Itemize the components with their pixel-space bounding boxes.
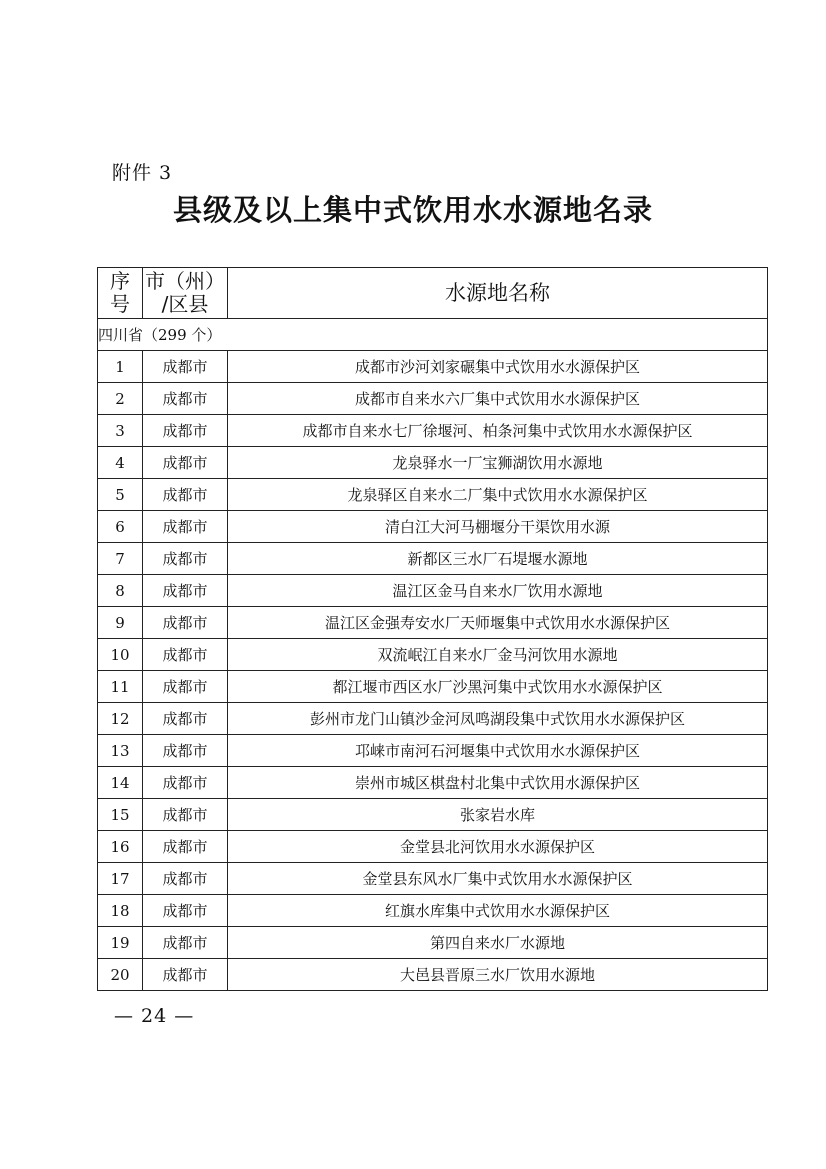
table-row: [98, 767, 768, 799]
row-number-cell: 5: [98, 479, 143, 511]
row-city-cell: 成都市: [143, 799, 228, 831]
row-number-cell: 19: [98, 927, 143, 959]
row-city-cell: 成都市: [143, 351, 228, 383]
row-number-cell: 9: [98, 607, 143, 639]
row-number-cell: 10: [98, 639, 143, 671]
row-source-name-cell: 龙泉驿区自来水二厂集中式饮用水水源保护区: [228, 479, 768, 511]
row-source-name-cell: 新都区三水厂石堤堰水源地: [228, 543, 768, 575]
water-source-table: [97, 267, 768, 991]
row-source-name-cell: 都江堰市西区水厂沙黑河集中式饮用水水源保护区: [228, 671, 768, 703]
row-source-name-cell: 清白江大河马棚堰分干渠饮用水源: [228, 511, 768, 543]
row-number-cell: 20: [98, 959, 143, 991]
row-number-cell: 7: [98, 543, 143, 575]
row-source-name-cell: 金堂县东风水厂集中式饮用水水源保护区: [228, 863, 768, 895]
row-number-cell: 16: [98, 831, 143, 863]
table-header-row: [98, 268, 768, 319]
row-city-cell: 成都市: [143, 831, 228, 863]
table-row: [98, 703, 768, 735]
row-city-cell: 成都市: [143, 671, 228, 703]
row-city-cell: 成都市: [143, 479, 228, 511]
table-row: [98, 927, 768, 959]
row-number-cell: 11: [98, 671, 143, 703]
row-city-cell: 成都市: [143, 767, 228, 799]
document-title: 县级及以上集中式饮用水水源地名录: [172, 193, 653, 227]
header-city-line1: 市（州）: [145, 269, 225, 293]
row-city-cell: 成都市: [143, 543, 228, 575]
row-city-cell: 成都市: [143, 639, 228, 671]
row-source-name-cell: 彭州市龙门山镇沙金河凤鸣湖段集中式饮用水水源保护区: [228, 703, 768, 735]
row-city-cell: 成都市: [143, 927, 228, 959]
table-row: [98, 895, 768, 927]
table-row: [98, 575, 768, 607]
header-seq-line1: 序: [110, 269, 130, 293]
row-number-cell: 12: [98, 703, 143, 735]
table-row: [98, 351, 768, 383]
table-row: [98, 671, 768, 703]
row-source-name-cell: 大邑县晋原三水厂饮用水源地: [228, 959, 768, 991]
row-city-cell: 成都市: [143, 735, 228, 767]
table-row: [98, 831, 768, 863]
row-source-name-cell: 温江区金马自来水厂饮用水源地: [228, 575, 768, 607]
row-number-cell: 2: [98, 383, 143, 415]
table-row: [98, 607, 768, 639]
row-city-cell: 成都市: [143, 607, 228, 639]
row-source-name-cell: 龙泉驿水一厂宝狮湖饮用水源地: [228, 447, 768, 479]
table-row: [98, 543, 768, 575]
row-source-name-cell: 金堂县北河饮用水水源保护区: [228, 831, 768, 863]
row-number-cell: 15: [98, 799, 143, 831]
row-city-cell: 成都市: [143, 575, 228, 607]
row-source-name-cell: 成都市自来水六厂集中式饮用水水源保护区: [228, 383, 768, 415]
annex-label: 附件 3: [112, 162, 173, 184]
row-number-cell: 14: [98, 767, 143, 799]
section-label: 四川省（299 个）: [98, 319, 768, 351]
row-number-cell: 1: [98, 351, 143, 383]
row-city-cell: 成都市: [143, 703, 228, 735]
row-source-name-cell: 温江区金强寿安水厂天师堰集中式饮用水水源保护区: [228, 607, 768, 639]
table-row: [98, 799, 768, 831]
row-source-name-cell: 崇州市城区棋盘村北集中式饮用水源保护区: [228, 767, 768, 799]
row-city-cell: 成都市: [143, 959, 228, 991]
section-row: [98, 319, 768, 351]
table-row: [98, 639, 768, 671]
row-city-cell: 成都市: [143, 863, 228, 895]
row-city-cell: 成都市: [143, 415, 228, 447]
row-city-cell: 成都市: [143, 511, 228, 543]
row-source-name-cell: 第四自来水厂水源地: [228, 927, 768, 959]
row-number-cell: 17: [98, 863, 143, 895]
table-row: [98, 959, 768, 991]
table-row: [98, 479, 768, 511]
table-row: [98, 863, 768, 895]
row-source-name-cell: 红旗水库集中式饮用水水源保护区: [228, 895, 768, 927]
header-city: [143, 268, 228, 319]
row-source-name-cell: 成都市沙河刘家碾集中式饮用水水源保护区: [228, 351, 768, 383]
header-source-name: 水源地名称: [228, 268, 768, 319]
row-number-cell: 13: [98, 735, 143, 767]
header-seq: [98, 268, 143, 319]
row-source-name-cell: 双流岷江自来水厂金马河饮用水源地: [228, 639, 768, 671]
row-number-cell: 8: [98, 575, 143, 607]
table-row: [98, 383, 768, 415]
row-number-cell: 18: [98, 895, 143, 927]
row-source-name-cell: 张家岩水库: [228, 799, 768, 831]
row-number-cell: 3: [98, 415, 143, 447]
table-row: [98, 415, 768, 447]
table-row: [98, 511, 768, 543]
row-number-cell: 6: [98, 511, 143, 543]
row-source-name-cell: 成都市自来水七厂徐堰河、柏条河集中式饮用水水源保护区: [228, 415, 768, 447]
row-number-cell: 4: [98, 447, 143, 479]
row-city-cell: 成都市: [143, 383, 228, 415]
row-city-cell: 成都市: [143, 447, 228, 479]
row-city-cell: 成都市: [143, 895, 228, 927]
row-source-name-cell: 邛崃市南河石河堰集中式饮用水水源保护区: [228, 735, 768, 767]
page-number: — 24 —: [114, 1005, 195, 1027]
header-seq-line2: 号: [110, 292, 130, 316]
table-row: [98, 735, 768, 767]
table-row: [98, 447, 768, 479]
header-city-line2: /区县: [161, 292, 209, 316]
